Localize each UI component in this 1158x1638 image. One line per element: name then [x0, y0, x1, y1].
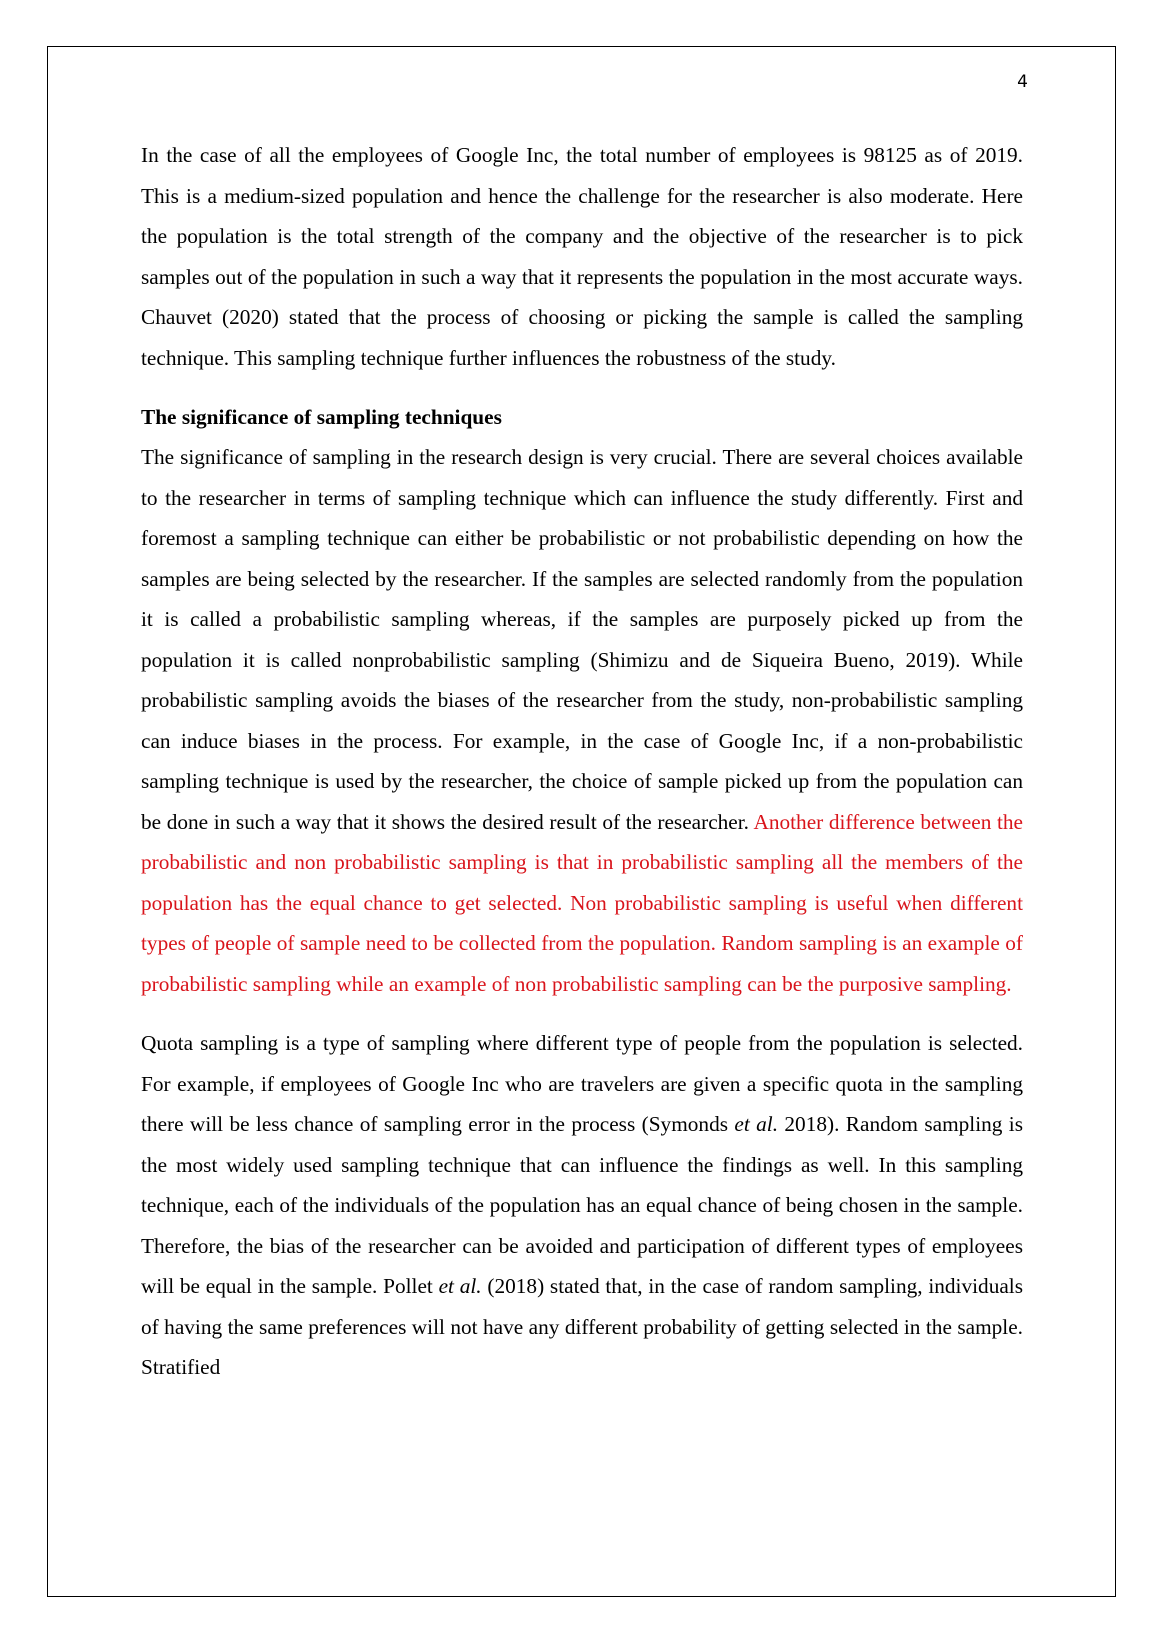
highlighted-text: Another difference between the probabilistic and non probabilistic sampling is that in probabilistic sampling all the members of the population has the equal chance to get selected. Non probabilistic sampling is useful when different types of people of sample need to be collected from the population. Random sampling is an example of probabilistic sampling while an example of non probabilistic sampling can be the purposive sampling. — [141, 809, 1023, 996]
paragraph-significance — [141, 437, 1023, 1004]
section-heading: The significance of sampling techniques — [141, 405, 502, 429]
paragraph-population: In the case of all the employees of Google Inc, the total number of employees is 98125 as of 2019. This is a medium-sized population and hence the challenge for the researcher is also moderate. Here the population is the total strength of the company and the objective of the researcher is to pick samples out of the population in such a way that it represents the population in the most accurate ways. Chauvet (2020) stated that the process of choosing or picking the sample is called the sampling technique. This sampling technique further influences the robustness of the study. — [141, 143, 1023, 370]
quota-text-3: (2018) stated that, in the case of random sampling, individuals of having the same preferences will not have any different probability of getting selected in the sample. Stratified — [141, 1274, 1023, 1379]
citation-et-al-2: et al. — [438, 1274, 482, 1298]
quota-text-1: Quota sampling is a type of sampling where different type of people from the population is selected. For example, if employees of Google Inc who are travelers are given a specific quota in the sampling there will be less chance of sampling error in the process (Symonds — [141, 1031, 1023, 1136]
paragraph-significance-text: The significance of sampling in the research design is very crucial. There are several choices available to the researcher in terms of sampling technique which can influence the study differently. First and foremost a sampling technique can either be probabilistic or not probabilistic depending on how the samples are being selected by the researcher. If the samples are selected randomly from the population it is called a probabilistic sampling whereas, if the samples are purposely picked up from the population it is called nonprobabilistic sampling (Shimizu and de Siqueira Bueno, 2019). While probabilistic sampling avoids the biases of the researcher from the study, non-probabilistic sampling can induce biases in the process. For example, in the case of Google Inc, if a non-probabilistic sampling technique is used by the researcher, the choice of sample picked up from the population can be done in such a way that it shows the desired result of the researcher. — [141, 445, 1023, 834]
paragraph-quota-sampling — [141, 1023, 1023, 1388]
quota-text-2: 2018). Random sampling is the most widely used sampling technique that can influence the findings as well. In this sampling technique, each of the individuals of the population has an equal chance of being chosen in the sample. Therefore, the bias of the researcher can be avoided and participation of different types of employees will be equal in the sample. Pollet — [141, 1112, 1023, 1298]
citation-et-al-1: et al. — [734, 1112, 779, 1136]
document-body — [141, 135, 1023, 1388]
page-number: 4 — [1017, 72, 1028, 92]
